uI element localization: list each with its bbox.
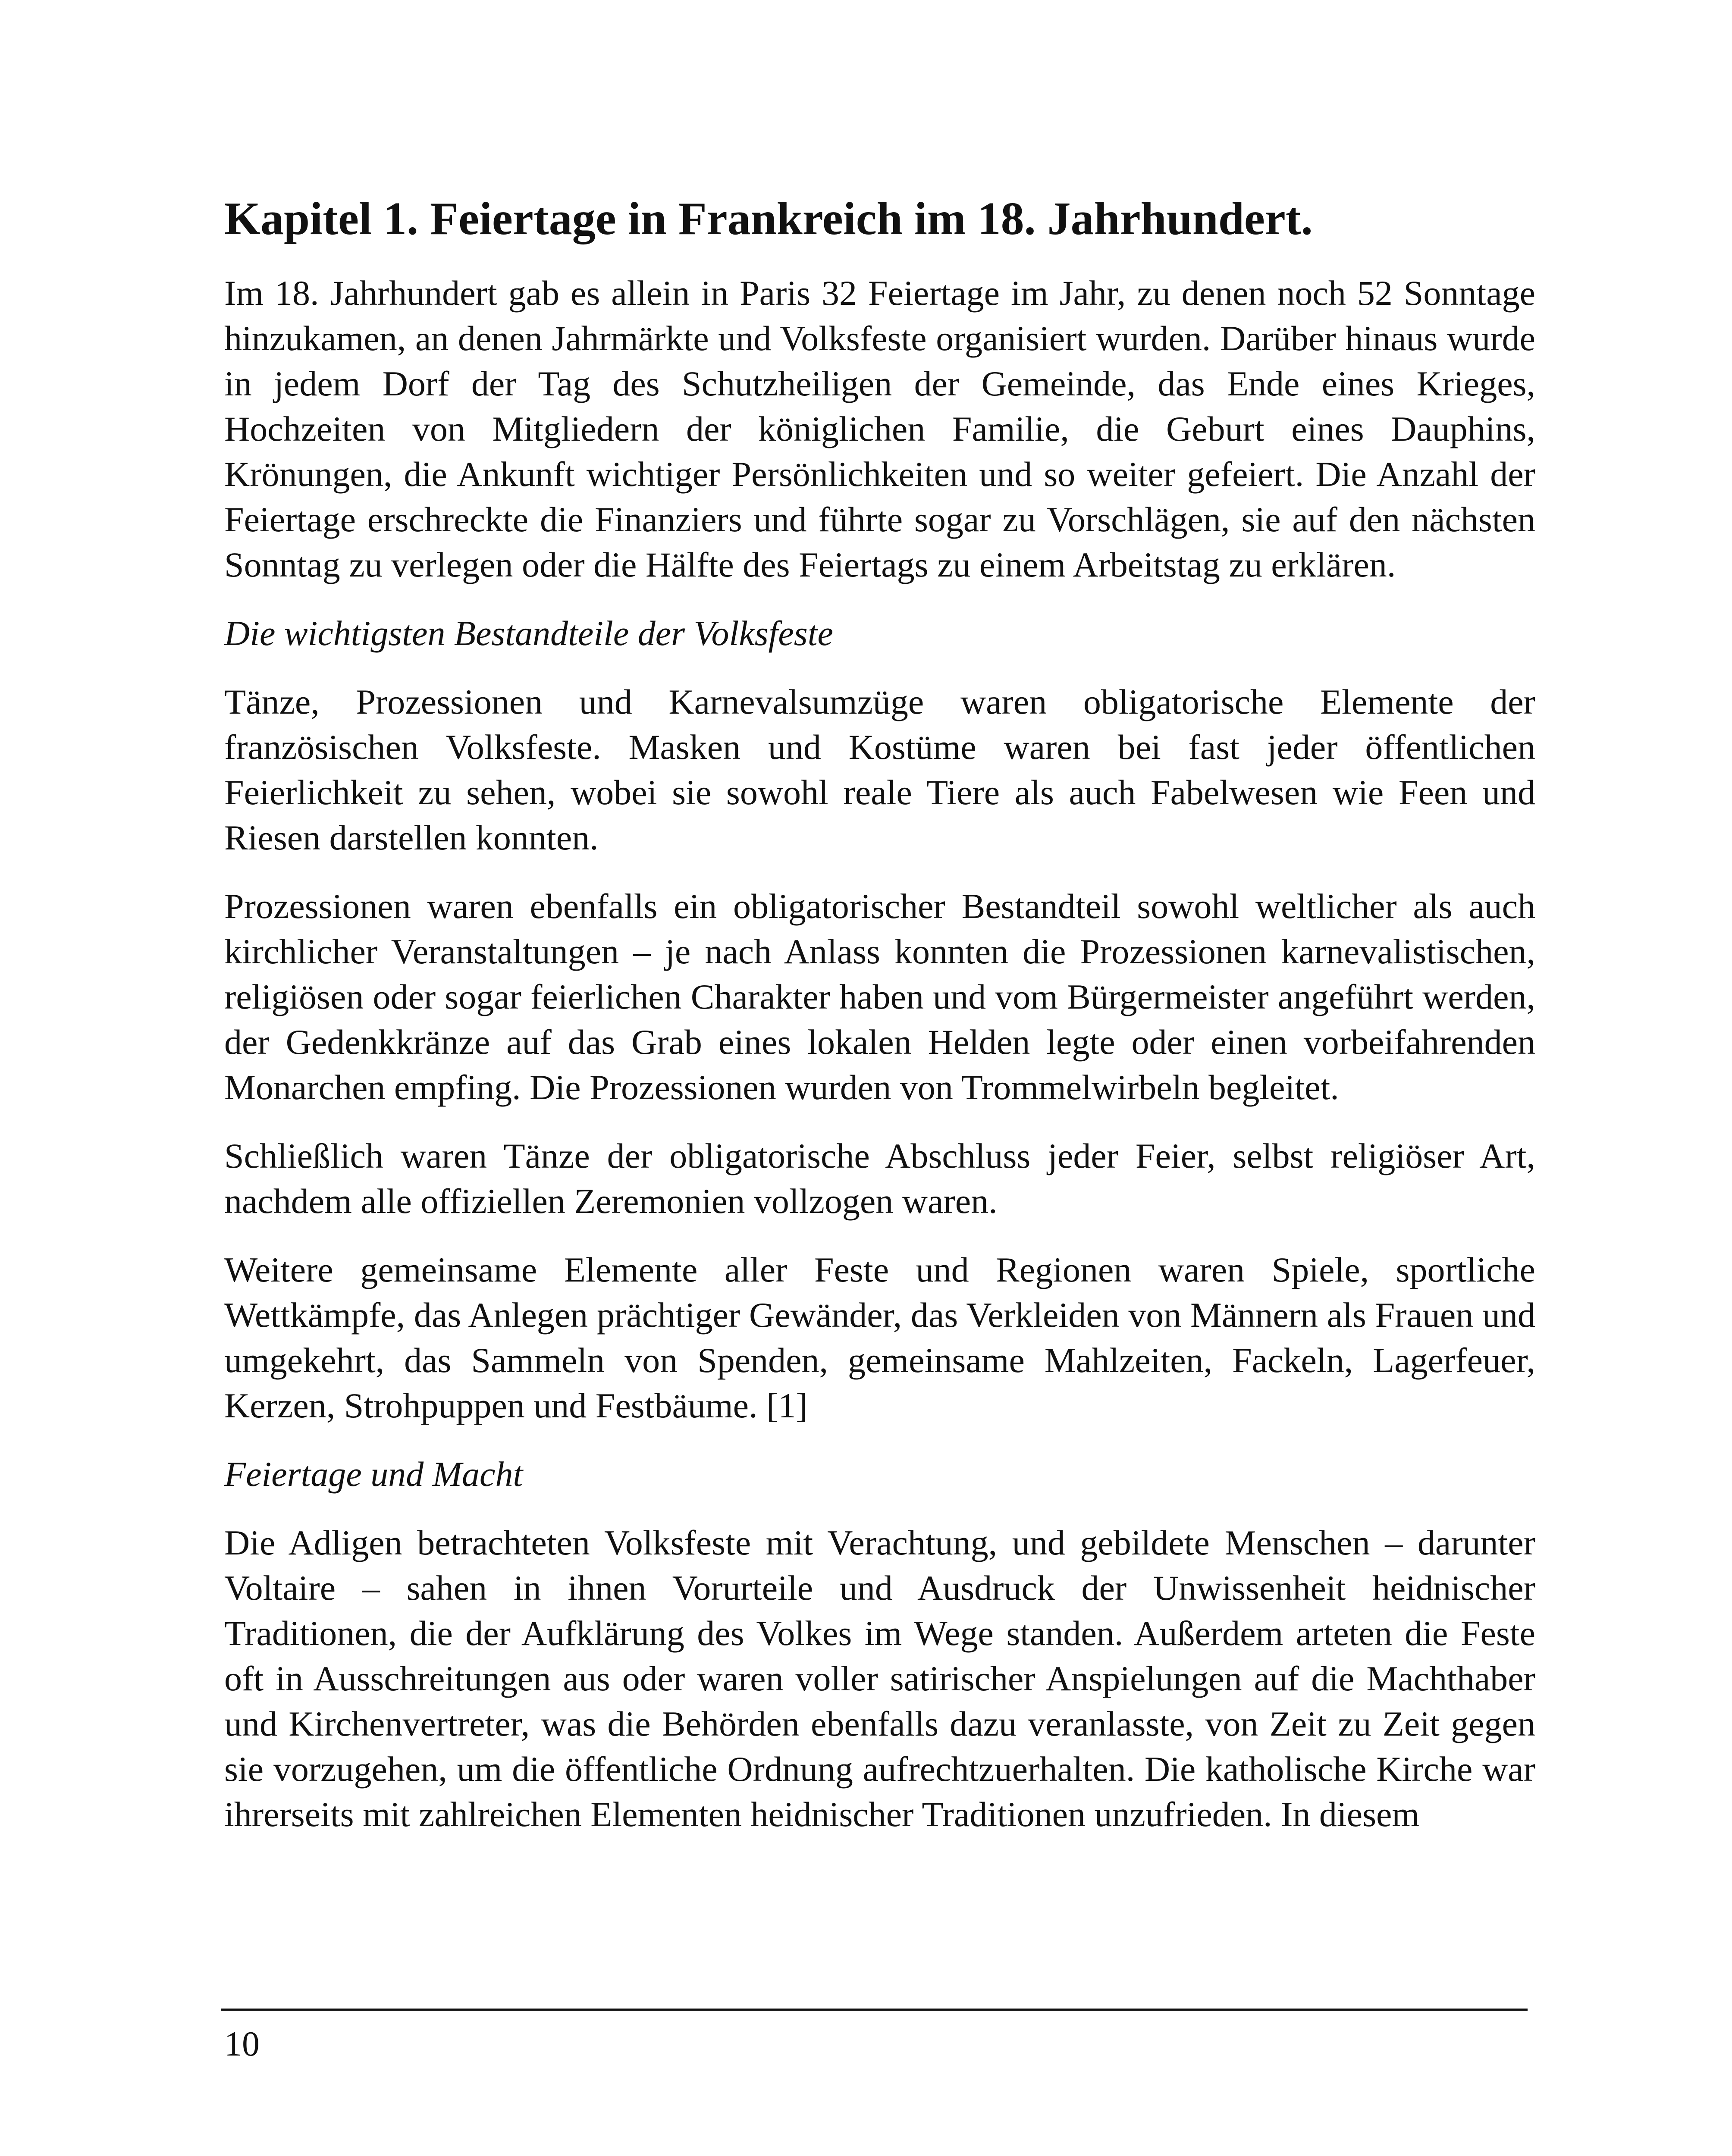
section-heading: Die wichtigsten Bestandteile der Volksfeste bbox=[224, 614, 833, 653]
section-heading: Feiertage und Macht bbox=[224, 1454, 523, 1494]
chapter-title: Kapitel 1. Feiertage in Frankreich im 18. Jahrhundert. bbox=[224, 193, 1313, 244]
body-paragraph: Die Adligen betrachteten Volksfeste mit Verachtung, und gebildete Menschen – darunter Voltaire – sahen in ihnen Vorurteile und Ausdruck der Unwissenheit heidnischer Traditionen, die der Aufklärung des Volkes im Wege standen. Außerdem arteten die Feste oft in Ausschreitungen aus oder waren voller satirischer Anspielungen auf die Machthaber und Kirchenvertreter, was die Behörden ebenfalls dazu veranlasste, von Zeit zu Zeit gegen sie vorzugehen, um die öffentliche Ordnung aufrechtzuerhalten. Die katholische Kirche war ihrerseits mit zahlreichen Elementen heidnischer Traditionen unzufrieden. In diesem bbox=[224, 1523, 1535, 1834]
document-page bbox=[224, 190, 1535, 1860]
body-paragraph: Schließlich waren Tänze der obligatorische Abschluss jeder Feier, selbst religiöser Art, nachdem alle offiziellen Zeremonien vollzogen waren. bbox=[224, 1136, 1535, 1221]
page-number: 10 bbox=[224, 2024, 260, 2063]
footer-divider bbox=[221, 2009, 1528, 2011]
body-paragraph: Weitere gemeinsame Elemente aller Feste und Regionen waren Spiele, sportliche Wettkämpfe, das Anlegen prächtiger Gewänder, das Verkleiden von Männern als Frauen und umgekehrt, das Sammeln von Spenden, gemeinsame Mahlzeiten, Fackeln, Lagerfeuer, Kerzen, Strohpuppen und Festbäume. [1] bbox=[224, 1250, 1535, 1425]
body-paragraph: Tänze, Prozessionen und Karnevalsumzüge waren obligatorische Elemente der französischen Volksfeste. Masken und Kostüme waren bei fast jeder öffentlichen Feierlichkeit zu sehen, wobei sie sowohl reale Tiere als auch Fabelwesen wie Feen und Riesen darstellen konnten. bbox=[224, 682, 1535, 857]
body-paragraph: Im 18. Jahrhundert gab es allein in Paris 32 Feiertage im Jahr, zu denen noch 52 Sonntage hinzukamen, an denen Jahrmärkte und Volksfeste organisiert wurden. Darüber hinaus wurde in jedem Dorf der Tag des Schutzheiligen der Gemeinde, das Ende eines Krieges, Hochzeiten von Mitgliedern der königlichen Familie, die Geburt eines Dauphins, Krönungen, die Ankunft wichtiger Persönlichkeiten und so weiter gefeiert. Die Anzahl der Feiertage erschreckte die Finanziers und führte sogar zu Vorschlägen, sie auf den nächsten Sonntag zu verlegen oder die Hälfte des Feiertags zu einem Arbeitstag zu erklären. bbox=[224, 273, 1535, 584]
body-paragraph: Prozessionen waren ebenfalls ein obligatorischer Bestandteil sowohl weltlicher als auch kirchlicher Veranstaltungen – je nach Anlass konnten die Prozessionen karnevalistischen, religiösen oder sogar feierlichen Charakter haben und vom Bürgermeister angeführt werden, der Gedenkkränze auf das Grab eines lokalen Helden legte oder einen vorbeifahrenden Monarchen empfing. Die Prozessionen wurden von Trommelwirbeln begleitet. bbox=[224, 887, 1535, 1107]
